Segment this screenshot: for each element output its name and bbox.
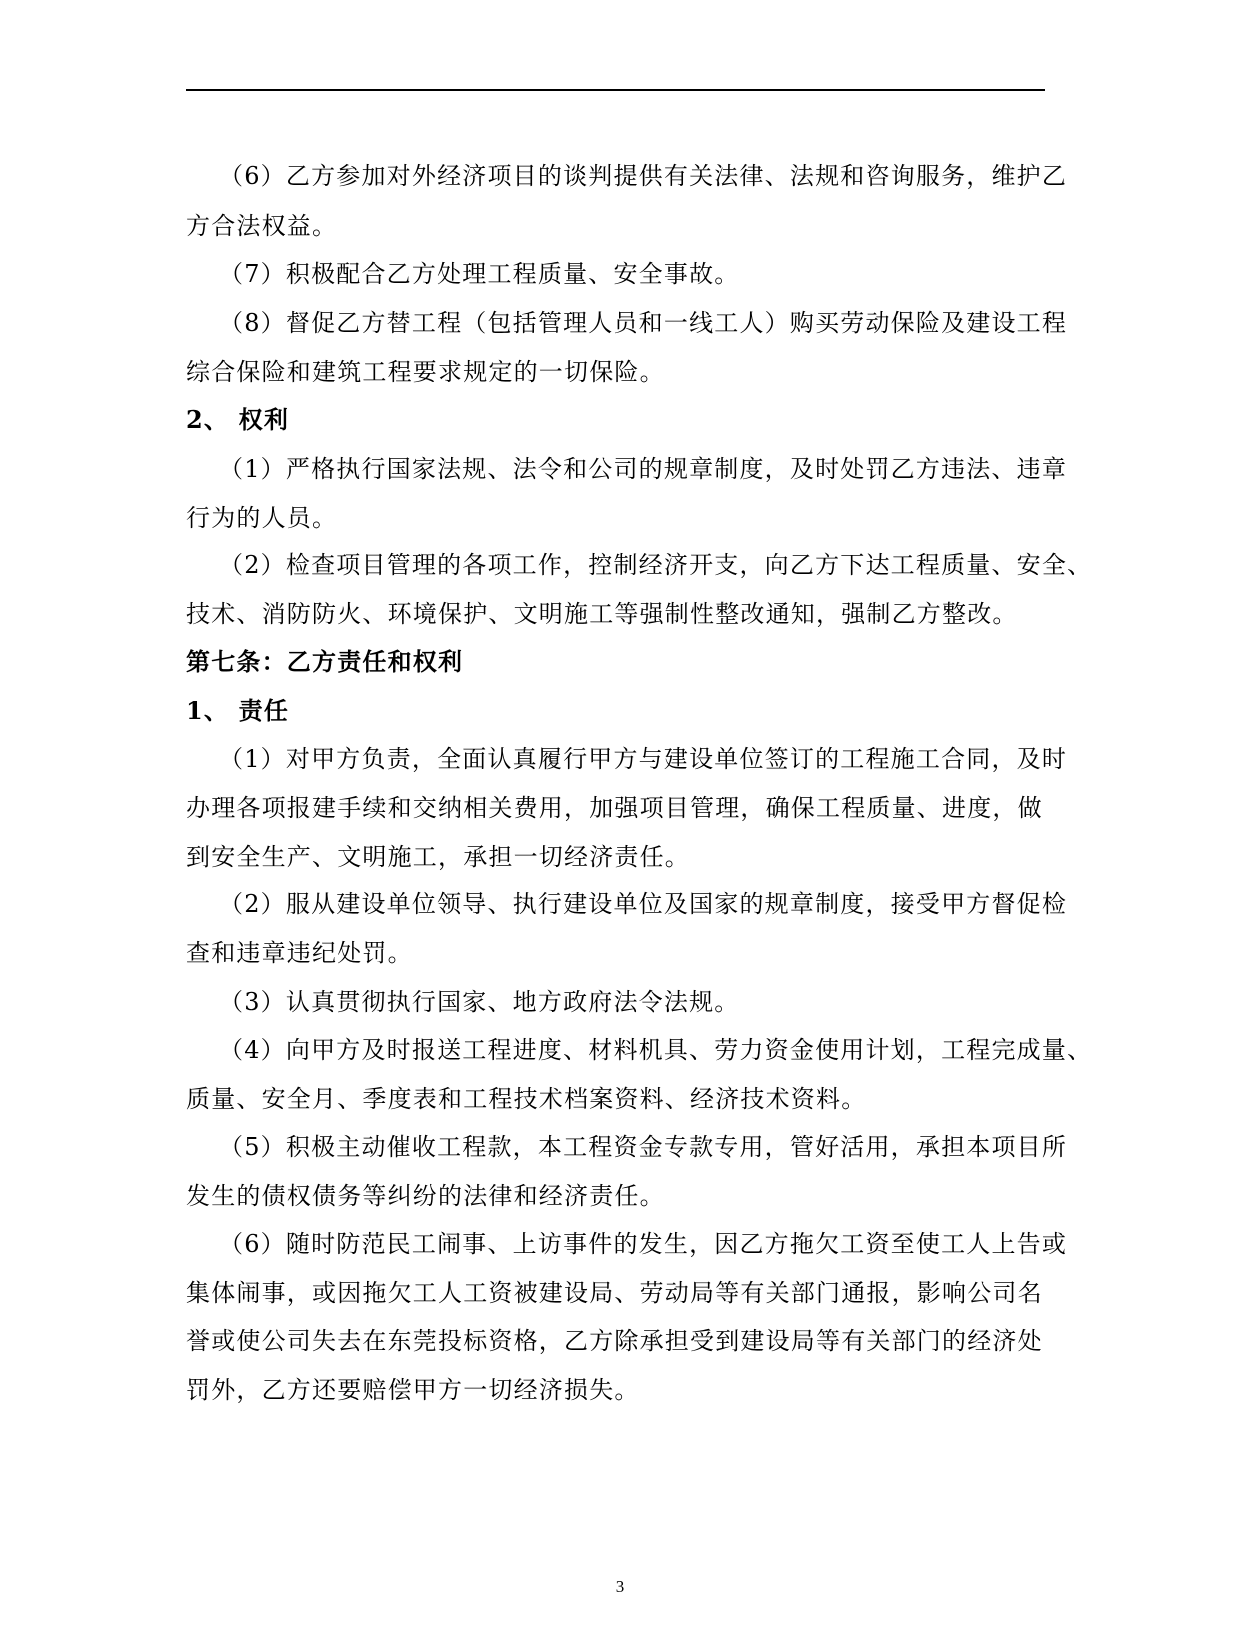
paragraph-line: 到安全生产、文明施工，承担一切经济责任。 [186,843,690,871]
paragraph-line: （6）随时防范民工闹事、上访事件的发生，因乙方拖欠工资至使工人上告或 [219,1230,1068,1258]
paragraph-line: （1）严格执行国家法规、法令和公司的规章制度，及时处罚乙方违法、违章 [219,455,1068,483]
paragraph-line: 质量、安全月、季度表和工程技术档案资料、经济技术资料。 [186,1085,867,1113]
paragraph-line: 誉或使公司失去在东莞投标资格，乙方除承担受到建设局等有关部门的经济处 [186,1327,1043,1355]
paragraph-line: （2）服从建设单位领导、执行建设单位及国家的规章制度，接受甲方督促检 [219,890,1068,918]
paragraph-line: 方合法权益。 [186,212,338,240]
paragraph-line: （4）向甲方及时报送工程进度、材料机具、劳力资金使用计划，工程完成量、 [219,1036,1093,1064]
paragraph-line: 发生的债权债务等纠纷的法律和经济责任。 [186,1182,665,1210]
section-heading: 2、 权利 [186,405,290,434]
paragraph-line: （1）对甲方负责，全面认真履行甲方与建设单位签订的工程施工合同，及时 [219,745,1068,773]
paragraph-line: （6）乙方参加对外经济项目的谈判提供有关法律、法规和咨询服务，维护乙 [219,162,1068,190]
paragraph-line: （7）积极配合乙方处理工程质量、安全事故。 [219,260,740,288]
paragraph-line: 罚外，乙方还要赔偿甲方一切经济损失。 [186,1376,640,1404]
paragraph-line: 技术、消防防火、环境保护、文明施工等强制性整改通知，强制乙方整改。 [186,600,1018,628]
paragraph-line: （2）检查项目管理的各项工作，控制经济开支，向乙方下达工程质量、安全、 [219,551,1093,579]
paragraph-line: 查和违章违纪处罚。 [186,939,413,967]
section-heading: 第七条：乙方责任和权利 [186,647,464,676]
paragraph-line: （8）督促乙方替工程（包括管理人员和一线工人）购买劳动保险及建设工程 [219,309,1068,337]
paragraph-line: 办理各项报建手续和交纳相关费用，加强项目管理，确保工程质量、进度，做 [186,794,1043,822]
page-number: 3 [615,1577,625,1596]
paragraph-line: （3）认真贯彻执行国家、地方政府法令法规。 [219,988,740,1016]
section-heading: 1、 责任 [186,696,290,725]
paragraph-line: （5）积极主动催收工程款，本工程资金专款专用，管好活用，承担本项目所 [219,1133,1068,1161]
paragraph-line: 集体闹事，或因拖欠工人工资被建设局、劳动局等有关部门通报，影响公司名 [186,1279,1043,1307]
header-rule [186,89,1045,91]
paragraph-line: 综合保险和建筑工程要求规定的一切保险。 [186,358,665,386]
paragraph-line: 行为的人员。 [186,504,338,532]
